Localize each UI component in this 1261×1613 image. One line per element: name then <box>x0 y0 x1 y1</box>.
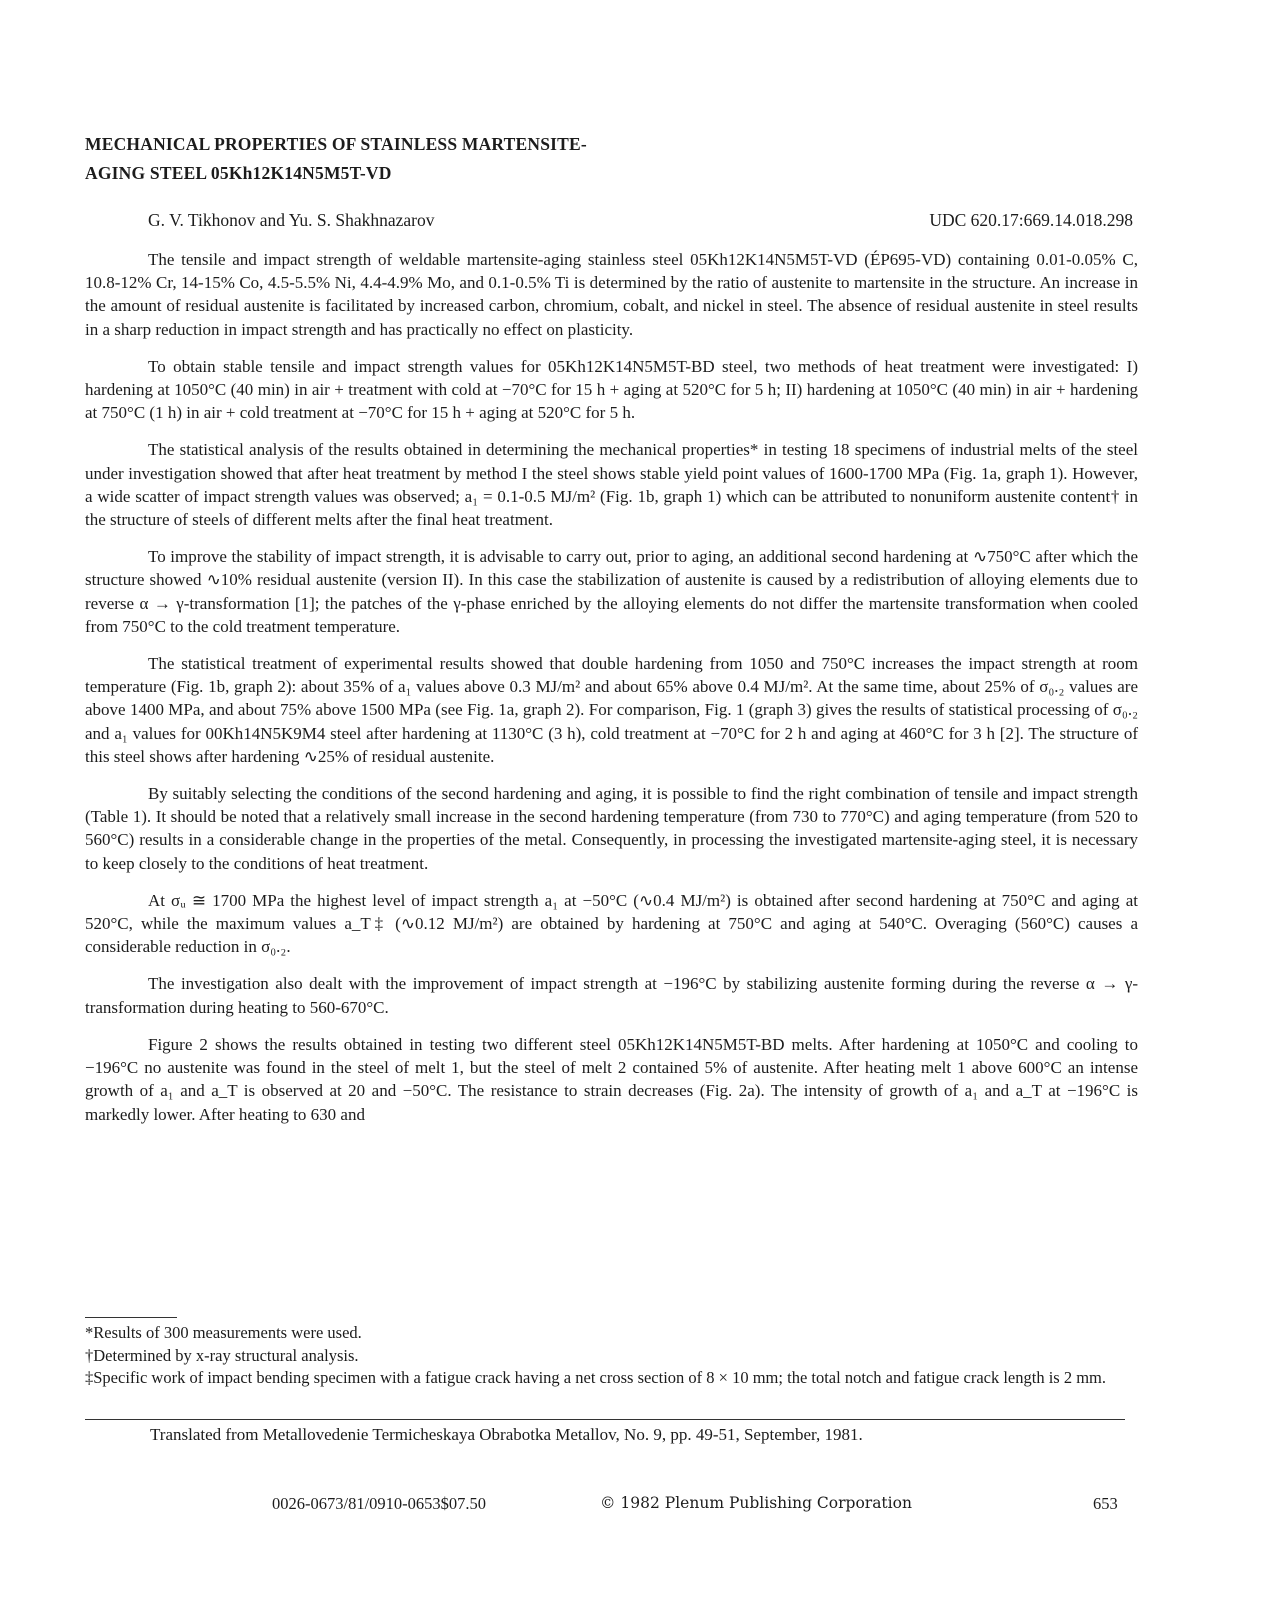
paragraph-9: Figure 2 shows the results obtained in testing two different steel 05Kh12K14N5M5T-BD melts. After hardening at 1050°C and cooling to −196°C no austenite was found in the steel of melt 1, but the steel of melt 2 contained 5% of austenite. After heating melt 1 above 600°C an intense growth of a₁ and a_T is observed at 20 and −50°C. The resistance to strain decreases (Fig. 2a). The intensity of growth of a₁ and a_T at −196°C is markedly lower. After heating to 630 and <box>85 1034 1138 1124</box>
paragraph-1: The tensile and impact strength of weldable martensite-aging stainless steel 05Kh12K14N5M5T-VD (ÉP695-VD) containing 0.01-0.05% C, 10.8-12% Cr, 14-15% Co, 4.5-5.5% Ni, 4.4-4.9% Mo, and 0.1-0.5% Ti is determined by the ratio of austenite to martensite in the structure. An increase in the amount of residual austenite is facilitated by increased carbon, chromium, cobalt, and nickel in steel. The absence of residual austenite in steel results in a sharp reduction in impact strength and has practically no effect on plasticity. <box>85 250 1138 339</box>
paragraph-8: The investigation also dealt with the improvement of impact strength at −196°C by stabilizing austenite forming during the reverse α → γ-transformation during heating to 560-670°C. <box>85 974 1138 1017</box>
translation-divider <box>85 1419 1125 1420</box>
translation-note: Translated from Metallovedenie Termicheskaya Obrabotka Metallov, No. 9, pp. 49-51, September, 1981. <box>150 1425 863 1444</box>
udc-code: UDC 620.17:669.14.018.298 <box>929 210 1133 230</box>
article-body <box>85 248 1138 1140</box>
footnote-2: †Determined by x-ray structural analysis. <box>85 1345 359 1365</box>
paragraph-5: The statistical treatment of experimental results showed that double hardening from 1050 and 750°C increases the impact strength at room temperature (Fig. 1b, graph 2): about 35% of a₁ values above 0.3 MJ/m² and about 65% above 0.4 MJ/m². At the same time, about 25% of σ₀.₂ values are above 1400 MPa, and about 75% above 1500 MPa (see Fig. 1a, graph 2). For comparison, Fig. 1 (graph 3) gives the results of statistical processing of σ₀.₂ and a₁ values for 00Kh14N5K9M4 steel after hardening at 1130°C (3 h), cold treatment at −70°C for 2 h and aging at 460°C for 3 h [2]. The structure of this steel shows after hardening ∿25% of residual austenite. <box>85 654 1138 766</box>
authors: G. V. Tikhonov and Yu. S. Shakhnazarov <box>148 210 435 230</box>
title-line-2: AGING STEEL 05Kh12K14N5M5T-VD <box>85 163 392 183</box>
page-number: 653 <box>1093 1494 1118 1513</box>
issn-price-code: 0026-0673/81/0910-0653$07.50 <box>272 1494 487 1513</box>
footnote-1: *Results of 300 measurements were used. <box>85 1323 362 1342</box>
footnote-3: ‡Specific work of impact bending specimen with a fatigue crack having a net cross section of 8 × 10 mm; the total notch and fatigue crack length is 2 mm. <box>85 1368 1107 1387</box>
article-title <box>85 130 785 188</box>
footnote-divider <box>85 1317 177 1318</box>
title-line-1: MECHANICAL PROPERTIES OF STAINLESS MARTENSITE- <box>85 134 587 154</box>
paragraph-2: To obtain stable tensile and impact strength values for 05Kh12K14N5M5T-BD steel, two methods of heat treatment were investigated: I) hardening at 1050°C (40 min) in air + treatment with cold at −70°C for 15 h + aging at 520°C for 5 h; II) hardening at 1050°C (40 min) in air + hardening at 750°C (1 h) in air + cold treatment at −70°C for 15 h + aging at 520°C for 5 h. <box>85 356 1138 423</box>
paragraph-6: By suitably selecting the conditions of the second hardening and aging, it is possible to find the right combination of tensile and impact strength (Table 1). It should be noted that a relatively small increase in the second hardening temperature (from 730 to 770°C) and aging temperature (from 520 to 560°C) results in a considerable change in the properties of the metal. Consequently, in processing the investigated martensite-aging steel, it is necessary to keep closely to the conditions of heat treatment. <box>85 784 1138 873</box>
footnotes <box>85 1322 1115 1390</box>
copyright: © 1982 Plenum Publishing Corporation <box>600 1494 912 1512</box>
paragraph-4: To improve the stability of impact strength, it is advisable to carry out, prior to aging, an additional second hardening at ∿750°C after which the structure showed ∿10% residual austenite (version II). In this case the stabilization of austenite is caused by a redistribution of alloying elements due to reverse α → γ-transformation [1]; the patches of the γ-phase enriched by the alloying elements do not differ the martensite transformation when cooled from 750°C to the cold treatment temperature. <box>85 547 1138 636</box>
paragraph-7: At σᵤ ≅ 1700 MPa the highest level of impact strength a₁ at −50°C (∿0.4 MJ/m²) is obtained after second hardening at 750°C and aging at 520°C, while the maximum values a_T‡ (∿0.12 MJ/m²) are obtained by hardening at 750°C and aging at 540°C. Overaging (560°C) causes a considerable reduction in σ₀.₂. <box>85 890 1138 957</box>
paragraph-3: The statistical analysis of the results obtained in determining the mechanical properties* in testing 18 specimens of industrial melts of the steel under investigation showed that after heat treatment by method I the steel shows stable yield point values of 1600-1700 MPa (Fig. 1a, graph 1). However, a wide scatter of impact strength values was observed; a₁ = 0.1-0.5 MJ/m² (Fig. 1b, graph 1) which can be attributed to nonuniform austenite content† in the structure of steels of different melts after the final heat treatment. <box>85 440 1138 530</box>
